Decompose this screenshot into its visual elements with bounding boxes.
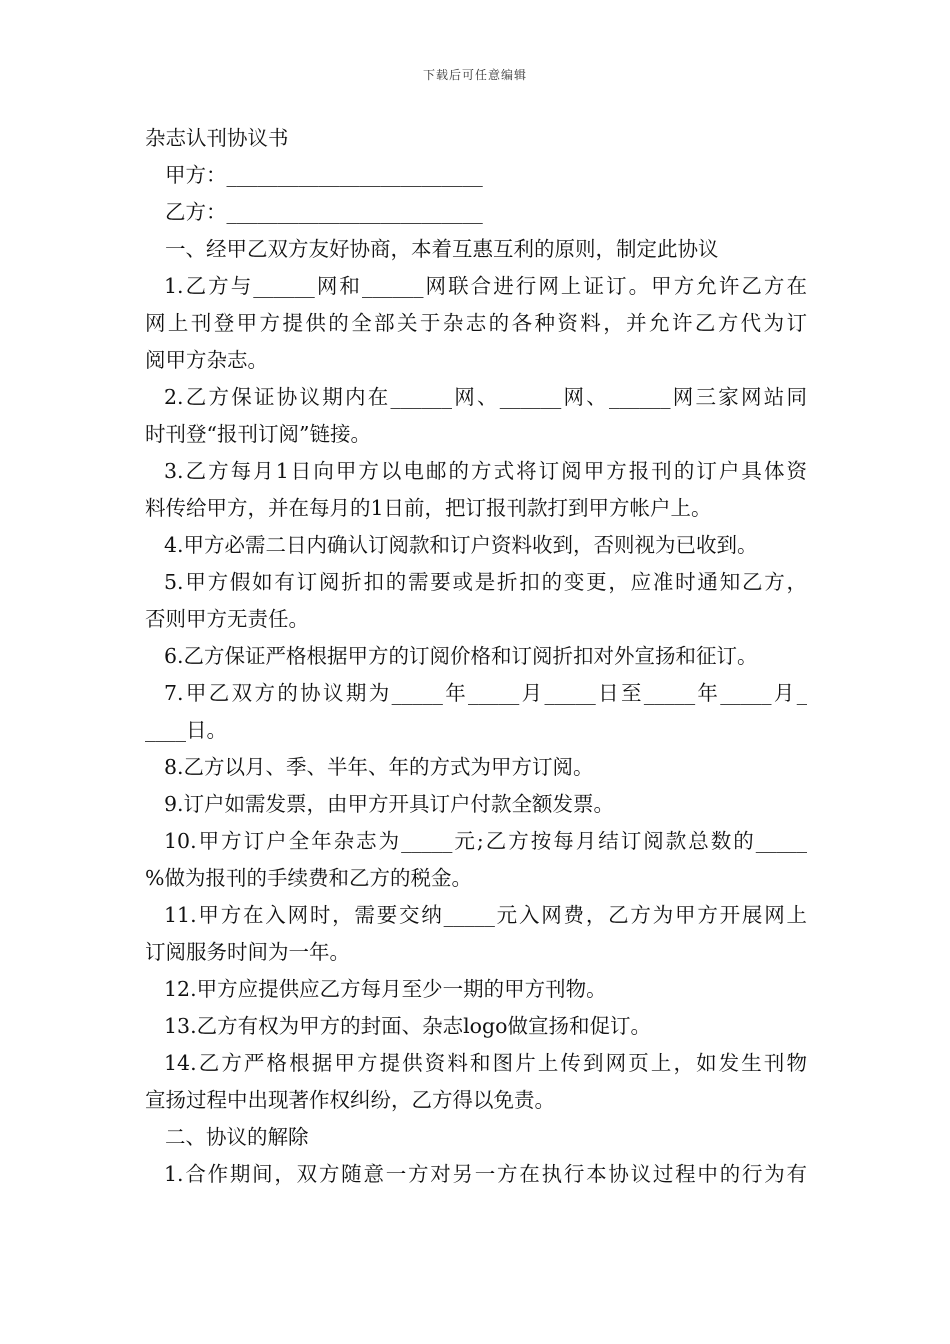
clause-13 [145,1008,807,1045]
clause-12 [145,971,807,1008]
clause-2 [145,379,807,453]
clause-line: 14.乙方严格根据甲方提供资料和图片上传到网页上，如发生刊物 [164,1051,807,1075]
document-body [145,120,807,1193]
clause-line: 8.乙方以月、季、半年、年的方式为甲方订阅。 [164,755,594,779]
party-b-line: 乙方：_________________________ [165,200,483,224]
clause-line: 5.甲方假如有订阅折扣的需要或是折扣的变更，应准时通知乙方， [164,570,807,594]
clause-11 [145,897,807,971]
clause-list [145,268,807,1119]
clause-line: 7.甲乙双方的协议期为_____年_____月_____日至_____年_____月_ [164,681,807,705]
clause-6 [145,638,807,675]
clause-line: 1.乙方与______网和______网联合进行网上证订。甲方允许乙方在 [164,274,807,298]
clause-3 [145,453,807,527]
section-1-heading: 一、经甲乙双方友好协商，本着互惠互利的原则，制定此协议 [165,237,719,261]
clause-line: 10.甲方订户全年杂志为_____元;乙方按每月结订阅款总数的_____ [164,829,807,853]
header-note: 下载后可任意编辑 [422,68,527,82]
clause-7 [145,675,807,749]
clause-line: 4.甲方必需二日内确认订阅款和订户资料收到，否则视为已收到。 [164,533,758,557]
party-a-line: 甲方：_________________________ [165,163,483,187]
clause-1 [145,268,807,379]
clause-4 [145,527,807,564]
clause-line: 6.乙方保证严格根据甲方的订阅价格和订阅折扣对外宣扬和征订。 [164,644,758,668]
clause-line: 订阅服务时间为一年。 [145,940,350,964]
clause-14 [145,1045,807,1119]
clause-line: ____日。 [145,718,227,742]
clause-line: 12.甲方应提供应乙方每月至少一期的甲方刊物。 [164,977,607,1001]
clause-line: 宣扬过程中出现著作权纠纷，乙方得以免责。 [145,1088,555,1112]
clause-line: 时刊登“报刊订阅”链接。 [145,422,371,446]
document-title: 杂志认刊协议书 [145,126,289,150]
clause-line: 3.乙方每月1日向甲方以电邮的方式将订阅甲方报刊的订户具体资 [164,459,807,483]
clause-line: 2.乙方保证协议期内在______网、______网、______网三家网站同 [164,385,807,409]
section-2-clause-1: 1.合作期间，双方随意一方对另一方在执行本协议过程中的行为有 [164,1162,807,1186]
clause-line: 否则甲方无责任。 [145,607,309,631]
clause-line: 13.乙方有权为甲方的封面、杂志logo做宣扬和促订。 [164,1014,651,1038]
clause-8 [145,749,807,786]
clause-line: %做为报刊的手续费和乙方的税金。 [145,866,472,890]
clause-9 [145,786,807,823]
clause-5 [145,564,807,638]
clause-line: 9.订户如需发票，由甲方开具订户付款全额发票。 [164,792,615,816]
clause-line: 阅甲方杂志。 [145,348,268,372]
clause-10 [145,823,807,897]
clause-line: 料传给甲方，并在每月的1日前，把订报刊款打到甲方帐户上。 [145,496,712,520]
section-2-heading: 二、协议的解除 [165,1125,309,1149]
clause-line: 网上刊登甲方提供的全部关于杂志的各种资料，并允许乙方代为订 [145,311,807,335]
clause-line: 11.甲方在入网时，需要交纳_____元入网费，乙方为甲方开展网上 [164,903,807,927]
